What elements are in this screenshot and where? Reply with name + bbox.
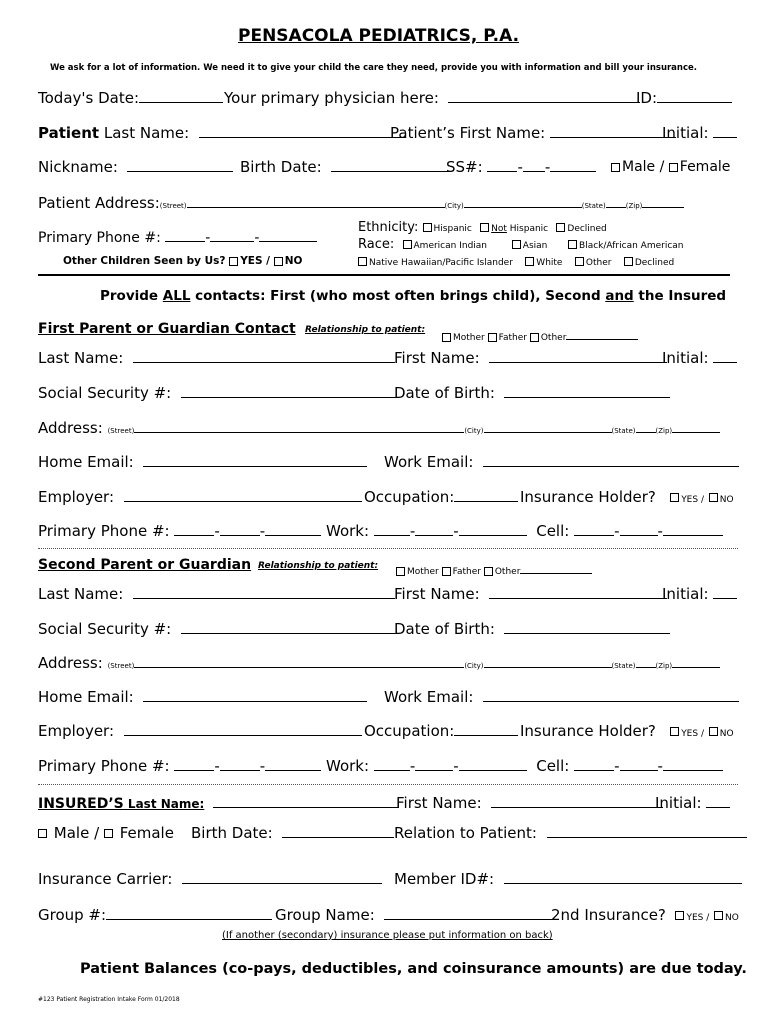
patient-initial-row bbox=[662, 124, 737, 142]
ss-label: SS#: bbox=[446, 158, 483, 176]
first-parent-heading: First Parent or Guardian Contact bbox=[38, 321, 296, 337]
second-occupation-label: Occupation: bbox=[364, 722, 455, 740]
patient-city-field[interactable] bbox=[464, 195, 582, 208]
first-home-email-row bbox=[38, 453, 367, 471]
group-number-row bbox=[38, 906, 272, 924]
first-ins-no-checkbox[interactable] bbox=[709, 493, 718, 502]
second-first-name-label: First Name: bbox=[394, 585, 480, 603]
other-children-row bbox=[63, 255, 302, 267]
group-number-field[interactable] bbox=[106, 907, 272, 920]
second-ins-yes-label: YES / bbox=[681, 729, 704, 739]
patient-state-field[interactable] bbox=[606, 195, 626, 208]
first-dob-label: Date of Birth: bbox=[394, 384, 495, 402]
phone-field-2[interactable] bbox=[210, 229, 254, 242]
second-work-field-2[interactable] bbox=[415, 758, 453, 771]
insured-birth-date-row bbox=[191, 824, 394, 842]
male-label: Male / bbox=[622, 159, 665, 175]
balances-notice: Patient Balances (co-pays, deductibles, and coinsurance amounts) are due today. bbox=[80, 961, 747, 977]
first-work-email-field[interactable] bbox=[483, 454, 739, 467]
dash: - bbox=[453, 757, 459, 775]
ss-dash: - bbox=[517, 158, 523, 176]
phone-field-3[interactable] bbox=[259, 229, 317, 242]
second-employer-row bbox=[38, 722, 362, 740]
race-declined-checkbox[interactable] bbox=[624, 257, 633, 266]
patient-first-name-row bbox=[390, 124, 676, 142]
first-address-label: Address: bbox=[38, 419, 103, 437]
nickname-row bbox=[38, 158, 233, 176]
second-ins-yes-checkbox[interactable] bbox=[670, 727, 679, 736]
first-ins-yes-checkbox[interactable] bbox=[670, 493, 679, 502]
dotted-divider bbox=[38, 784, 738, 785]
first-other-field[interactable] bbox=[566, 330, 638, 340]
second-employer-label: Employer: bbox=[38, 722, 115, 740]
second-work-email-field[interactable] bbox=[483, 689, 739, 702]
first-mother-checkbox[interactable] bbox=[442, 333, 451, 342]
ss-field-1[interactable] bbox=[487, 159, 517, 172]
insured-last-name-field[interactable] bbox=[213, 795, 399, 808]
second-address-label: Address: bbox=[38, 654, 103, 672]
first-zip-label: (Zip) bbox=[655, 427, 673, 435]
first-other-checkbox[interactable] bbox=[530, 333, 539, 342]
second-relationship-label: Relationship to patient: bbox=[258, 561, 379, 571]
yes-checkbox[interactable] bbox=[229, 257, 238, 266]
first-zip-field[interactable] bbox=[672, 420, 720, 433]
insured-sex-row bbox=[38, 824, 174, 842]
second-father-checkbox[interactable] bbox=[442, 567, 451, 576]
member-id-label: Member ID#: bbox=[394, 870, 495, 888]
insured-initial-field[interactable] bbox=[706, 795, 730, 808]
first-first-name-label: First Name: bbox=[394, 349, 480, 367]
first-occupation-label: Occupation: bbox=[364, 488, 455, 506]
second-relationship-options bbox=[396, 564, 592, 577]
birth-date-label: Birth Date: bbox=[240, 158, 322, 176]
second-cell-field-3[interactable] bbox=[663, 758, 723, 771]
no-checkbox[interactable] bbox=[274, 257, 283, 266]
physician-field[interactable] bbox=[448, 90, 640, 103]
dash: - bbox=[259, 757, 266, 775]
first-cell-field-1[interactable] bbox=[574, 523, 614, 536]
form-id: #123 Patient Registration Intake Form 01/2018 bbox=[38, 996, 180, 1003]
patient-last-name-field[interactable] bbox=[199, 125, 405, 138]
american-indian-label: American Indian bbox=[413, 241, 487, 251]
nickname-label: Nickname: bbox=[38, 158, 118, 176]
first-city-field[interactable] bbox=[484, 420, 612, 433]
first-cell-field-2[interactable] bbox=[620, 523, 658, 536]
female-checkbox[interactable] bbox=[669, 163, 678, 172]
hispanic-label: Hispanic bbox=[433, 224, 472, 234]
patient-zip-field[interactable] bbox=[642, 195, 684, 208]
female-label: Female bbox=[679, 159, 731, 175]
id-row bbox=[636, 89, 732, 107]
second-other-field[interactable] bbox=[520, 564, 592, 574]
insured-birth-date-label: Birth Date: bbox=[191, 824, 273, 842]
second-first-name-row bbox=[394, 585, 667, 603]
second-cell-label: Cell: bbox=[536, 757, 570, 775]
phone-dash: - bbox=[254, 230, 260, 246]
dash: - bbox=[214, 757, 220, 775]
first-ssn-label: Social Security #: bbox=[38, 384, 172, 402]
no-label: NO bbox=[284, 255, 303, 267]
race-label: Race: bbox=[358, 237, 395, 252]
black-label: Black/African American bbox=[579, 241, 684, 251]
asian-label: Asian bbox=[522, 241, 548, 251]
patient-last-name-row bbox=[38, 124, 405, 142]
not-hispanic-checkbox[interactable] bbox=[480, 223, 489, 232]
second-initial-field[interactable] bbox=[713, 586, 737, 599]
first-relationship-label: Relationship to patient: bbox=[305, 325, 426, 335]
asian-checkbox[interactable] bbox=[512, 240, 521, 249]
insured-last-name-label: Last Name: bbox=[123, 797, 205, 811]
second-work-email-label: Work Email: bbox=[384, 688, 474, 706]
insured-male-checkbox[interactable] bbox=[38, 829, 47, 838]
declined-checkbox[interactable] bbox=[556, 223, 565, 232]
group-name-field[interactable] bbox=[384, 907, 554, 920]
second-ins-yes-label: YES / bbox=[686, 913, 710, 923]
first-home-email-label: Home Email: bbox=[38, 453, 134, 471]
second-state-field[interactable] bbox=[636, 655, 656, 668]
second-ins-no-checkbox[interactable] bbox=[714, 911, 723, 920]
first-dob-field[interactable] bbox=[504, 385, 670, 398]
second-zip-label: (Zip) bbox=[655, 662, 673, 670]
first-state-field[interactable] bbox=[636, 420, 656, 433]
first-ssn-row bbox=[38, 384, 399, 402]
second-work-field-3[interactable] bbox=[459, 758, 527, 771]
hispanic-checkbox[interactable] bbox=[423, 223, 432, 232]
first-first-name-field[interactable] bbox=[489, 350, 667, 363]
second-home-email-field[interactable] bbox=[143, 689, 367, 702]
first-cell-field-3[interactable] bbox=[663, 523, 723, 536]
insured-female-checkbox[interactable] bbox=[104, 829, 113, 838]
dash: - bbox=[614, 522, 620, 540]
second-insurance-holder-row bbox=[520, 722, 734, 740]
first-street-field[interactable] bbox=[134, 420, 464, 433]
dash: - bbox=[657, 757, 663, 775]
first-phone-field-3[interactable] bbox=[265, 523, 321, 536]
first-dob-row bbox=[394, 384, 670, 402]
contacts-intro bbox=[100, 288, 726, 304]
first-employer-label: Employer: bbox=[38, 488, 115, 506]
second-ssn-row bbox=[38, 620, 399, 638]
first-work-phone-label: Work: bbox=[326, 522, 370, 540]
yes-label: YES / bbox=[240, 255, 271, 267]
second-ins-no-label: NO bbox=[725, 913, 739, 923]
ethnicity-label: Ethnicity: bbox=[358, 220, 419, 235]
contacts-intro-mid: contacts: First (who most often brings child), Second bbox=[190, 288, 606, 304]
patient-street-field[interactable] bbox=[187, 195, 445, 208]
first-initial-label: Initial: bbox=[662, 349, 709, 367]
patient-phone-row bbox=[38, 229, 317, 246]
second-phone-field-1[interactable] bbox=[174, 758, 214, 771]
insured-initial-row bbox=[655, 794, 730, 812]
first-city-label: (City) bbox=[464, 427, 484, 435]
second-mother-checkbox[interactable] bbox=[396, 567, 405, 576]
insured-initial-label: Initial: bbox=[655, 794, 702, 812]
first-occupation-field[interactable] bbox=[454, 489, 518, 502]
patient-bold-label: Patient bbox=[38, 124, 100, 142]
contacts-intro-pre: Provide bbox=[100, 288, 163, 304]
insured-female-label: Female bbox=[119, 824, 174, 842]
second-father-label: Father bbox=[452, 567, 481, 577]
first-phone-field-1[interactable] bbox=[174, 523, 214, 536]
insured-first-name-field[interactable] bbox=[491, 795, 663, 808]
form-subtitle: We ask for a lot of information. We need it to give your child the care they need, provide you with information and bill your insurance. bbox=[50, 63, 698, 73]
native-hawaiian-checkbox[interactable] bbox=[358, 257, 367, 266]
city-label: (City) bbox=[444, 202, 464, 210]
second-phone-row bbox=[38, 757, 723, 775]
first-state-label: (State) bbox=[611, 427, 636, 435]
first-initial-field[interactable] bbox=[713, 350, 737, 363]
second-insurance-holder-label: Insurance Holder? bbox=[520, 722, 656, 740]
first-home-email-field[interactable] bbox=[143, 454, 367, 467]
contacts-intro-post: the Insured bbox=[633, 288, 727, 304]
second-other-label: Other bbox=[494, 567, 521, 577]
second-city-label: (City) bbox=[464, 662, 484, 670]
second-home-email-label: Home Email: bbox=[38, 688, 134, 706]
birth-date-field[interactable] bbox=[331, 159, 451, 172]
physician-label: Your primary physician here: bbox=[224, 89, 439, 107]
dash: - bbox=[214, 522, 220, 540]
second-dob-field[interactable] bbox=[504, 621, 670, 634]
dash: - bbox=[657, 522, 663, 540]
second-occupation-field[interactable] bbox=[454, 723, 518, 736]
dash: - bbox=[259, 522, 266, 540]
declined-label: Declined bbox=[567, 224, 607, 234]
second-home-email-row bbox=[38, 688, 367, 706]
second-dob-label: Date of Birth: bbox=[394, 620, 495, 638]
first-street-label: (Street) bbox=[107, 427, 135, 435]
first-work-field-1[interactable] bbox=[374, 523, 410, 536]
first-ins-no-label: NO bbox=[719, 495, 734, 505]
ss-field-3[interactable] bbox=[550, 159, 596, 172]
other-race-label: Other bbox=[585, 258, 612, 268]
white-checkbox[interactable] bbox=[525, 257, 534, 266]
ss-dash: - bbox=[544, 158, 551, 176]
first-ins-yes-label: YES / bbox=[681, 495, 704, 505]
insured-first-name-row bbox=[396, 794, 663, 812]
first-cell-label: Cell: bbox=[536, 522, 570, 540]
patient-phone-label: Primary Phone #: bbox=[38, 230, 161, 246]
member-id-field[interactable] bbox=[504, 871, 742, 884]
state-label: (State) bbox=[581, 202, 606, 210]
insured-relation-row bbox=[394, 824, 747, 842]
group-name-row bbox=[275, 906, 554, 924]
other-children-label: Other Children Seen by Us? bbox=[63, 255, 226, 267]
dash: - bbox=[409, 757, 416, 775]
second-cell-field-2[interactable] bbox=[620, 758, 658, 771]
insurance-carrier-field[interactable] bbox=[182, 871, 382, 884]
patient-first-name-field[interactable] bbox=[550, 125, 676, 138]
second-ssn-label: Social Security #: bbox=[38, 620, 172, 638]
first-work-field-2[interactable] bbox=[415, 523, 453, 536]
today-date-field[interactable] bbox=[139, 90, 223, 103]
insured-heading: INSURED’S bbox=[38, 796, 124, 812]
native-hawaiian-label: Native Hawaiian/Pacific Islander bbox=[369, 258, 513, 268]
second-insurance-label: 2nd Insurance? bbox=[551, 906, 666, 924]
second-other-checkbox[interactable] bbox=[484, 567, 493, 576]
id-field[interactable] bbox=[657, 90, 732, 103]
second-phone-field-3[interactable] bbox=[265, 758, 321, 771]
second-ins-no-label: NO bbox=[719, 729, 734, 739]
first-mother-label: Mother bbox=[453, 333, 485, 343]
insured-birth-date-field[interactable] bbox=[282, 825, 394, 838]
insurance-carrier-label: Insurance Carrier: bbox=[38, 870, 173, 888]
patient-address-row bbox=[38, 194, 684, 212]
first-father-label: Father bbox=[498, 333, 527, 343]
insured-first-name-label: First Name: bbox=[396, 794, 482, 812]
first-employer-row bbox=[38, 488, 362, 506]
race-row bbox=[358, 237, 684, 252]
other-race-checkbox[interactable] bbox=[575, 257, 584, 266]
second-work-phone-label: Work: bbox=[326, 757, 370, 775]
second-mother-label: Mother bbox=[407, 567, 439, 577]
second-dob-row bbox=[394, 620, 670, 638]
first-last-name-row bbox=[38, 349, 395, 367]
second-street-field[interactable] bbox=[134, 655, 464, 668]
second-insurance-row bbox=[551, 906, 739, 924]
second-state-label: (State) bbox=[611, 662, 636, 670]
patient-first-name-label: Patient’s First Name: bbox=[390, 124, 546, 142]
patient-initial-field[interactable] bbox=[713, 125, 737, 138]
today-date-row bbox=[38, 89, 223, 107]
american-indian-checkbox[interactable] bbox=[403, 240, 412, 249]
ss-row bbox=[446, 158, 596, 176]
patient-sex-row bbox=[611, 159, 730, 175]
zip-label: (Zip) bbox=[625, 202, 643, 210]
second-ins-no-checkbox[interactable] bbox=[709, 727, 718, 736]
second-work-email-row bbox=[384, 688, 739, 706]
street-label: (Street) bbox=[159, 202, 187, 210]
first-first-name-row bbox=[394, 349, 667, 367]
second-ins-yes-checkbox[interactable] bbox=[675, 911, 684, 920]
second-address-row bbox=[38, 654, 720, 672]
id-label: ID: bbox=[636, 89, 658, 107]
insured-last-name-row bbox=[38, 795, 399, 812]
ethnicity-row bbox=[358, 220, 607, 235]
second-zip-field[interactable] bbox=[672, 655, 720, 668]
second-phone-label: Primary Phone #: bbox=[38, 757, 170, 775]
dash: - bbox=[614, 757, 620, 775]
second-street-label: (Street) bbox=[107, 662, 135, 670]
patient-address-label: Patient Address: bbox=[38, 194, 160, 212]
first-employer-field[interactable] bbox=[124, 489, 362, 502]
insured-relation-label: Relation to Patient: bbox=[394, 824, 537, 842]
first-phone-label: Primary Phone #: bbox=[38, 522, 170, 540]
second-phone-field-2[interactable] bbox=[220, 758, 260, 771]
second-parent-heading: Second Parent or Guardian bbox=[38, 557, 252, 573]
first-phone-field-2[interactable] bbox=[220, 523, 260, 536]
patient-last-name-label: Last Name: bbox=[99, 124, 190, 142]
insured-male-label: Male / bbox=[53, 824, 100, 842]
second-initial-label: Initial: bbox=[662, 585, 709, 603]
first-last-name-label: Last Name: bbox=[38, 349, 124, 367]
first-address-row bbox=[38, 419, 720, 437]
group-number-label: Group #: bbox=[38, 906, 107, 924]
second-last-name-row bbox=[38, 585, 395, 603]
form-title: PENSACOLA PEDIATRICS, P.A. bbox=[238, 26, 520, 46]
first-occupation-row bbox=[364, 488, 518, 506]
white-label: White bbox=[536, 258, 563, 268]
first-father-checkbox[interactable] bbox=[488, 333, 497, 342]
physician-row bbox=[224, 89, 640, 107]
today-date-label: Today's Date: bbox=[38, 89, 139, 107]
first-work-field-3[interactable] bbox=[459, 523, 527, 536]
secondary-insurance-note: (If another (secondary) insurance please put information on back) bbox=[222, 930, 553, 941]
phone-dash: - bbox=[205, 230, 211, 246]
first-relationship-options bbox=[442, 330, 638, 343]
second-city-field[interactable] bbox=[484, 655, 612, 668]
male-checkbox[interactable] bbox=[611, 163, 620, 172]
black-checkbox[interactable] bbox=[568, 240, 577, 249]
dotted-divider bbox=[38, 548, 738, 549]
first-initial-row bbox=[662, 349, 737, 367]
ss-field-2[interactable] bbox=[523, 159, 545, 172]
second-employer-field[interactable] bbox=[124, 723, 362, 736]
birth-date-row bbox=[240, 158, 451, 176]
nickname-field[interactable] bbox=[127, 159, 233, 172]
second-first-name-field[interactable] bbox=[489, 586, 667, 599]
first-work-email-label: Work Email: bbox=[384, 453, 474, 471]
dash: - bbox=[453, 522, 459, 540]
second-occupation-row bbox=[364, 722, 518, 740]
group-name-label: Group Name: bbox=[275, 906, 375, 924]
race-declined-label: Declined bbox=[634, 258, 675, 268]
first-ssn-field[interactable] bbox=[181, 385, 399, 398]
first-insurance-holder-row bbox=[520, 488, 734, 506]
dash: - bbox=[409, 522, 416, 540]
not-hispanic-label: Hispanic bbox=[506, 224, 549, 234]
first-work-email-row bbox=[384, 453, 739, 471]
first-last-name-field[interactable] bbox=[133, 350, 395, 363]
first-phone-row bbox=[38, 522, 723, 540]
not-label: Not bbox=[491, 224, 507, 234]
contacts-intro-and: and bbox=[605, 288, 634, 304]
first-insurance-holder-label: Insurance Holder? bbox=[520, 488, 656, 506]
second-cell-field-1[interactable] bbox=[574, 758, 614, 771]
first-other-label: Other bbox=[540, 333, 567, 343]
contacts-intro-all: ALL bbox=[162, 288, 191, 304]
race-row-2 bbox=[358, 254, 674, 269]
second-last-name-label: Last Name: bbox=[38, 585, 124, 603]
patient-initial-label: Initial: bbox=[662, 124, 709, 142]
second-ssn-field[interactable] bbox=[181, 621, 399, 634]
section-divider bbox=[38, 274, 730, 276]
member-id-row bbox=[394, 870, 742, 888]
second-work-field-1[interactable] bbox=[374, 758, 410, 771]
insured-relation-field[interactable] bbox=[547, 825, 747, 838]
second-last-name-field[interactable] bbox=[133, 586, 395, 599]
second-initial-row bbox=[662, 585, 737, 603]
phone-field-1[interactable] bbox=[165, 229, 205, 242]
insurance-carrier-row bbox=[38, 870, 382, 888]
